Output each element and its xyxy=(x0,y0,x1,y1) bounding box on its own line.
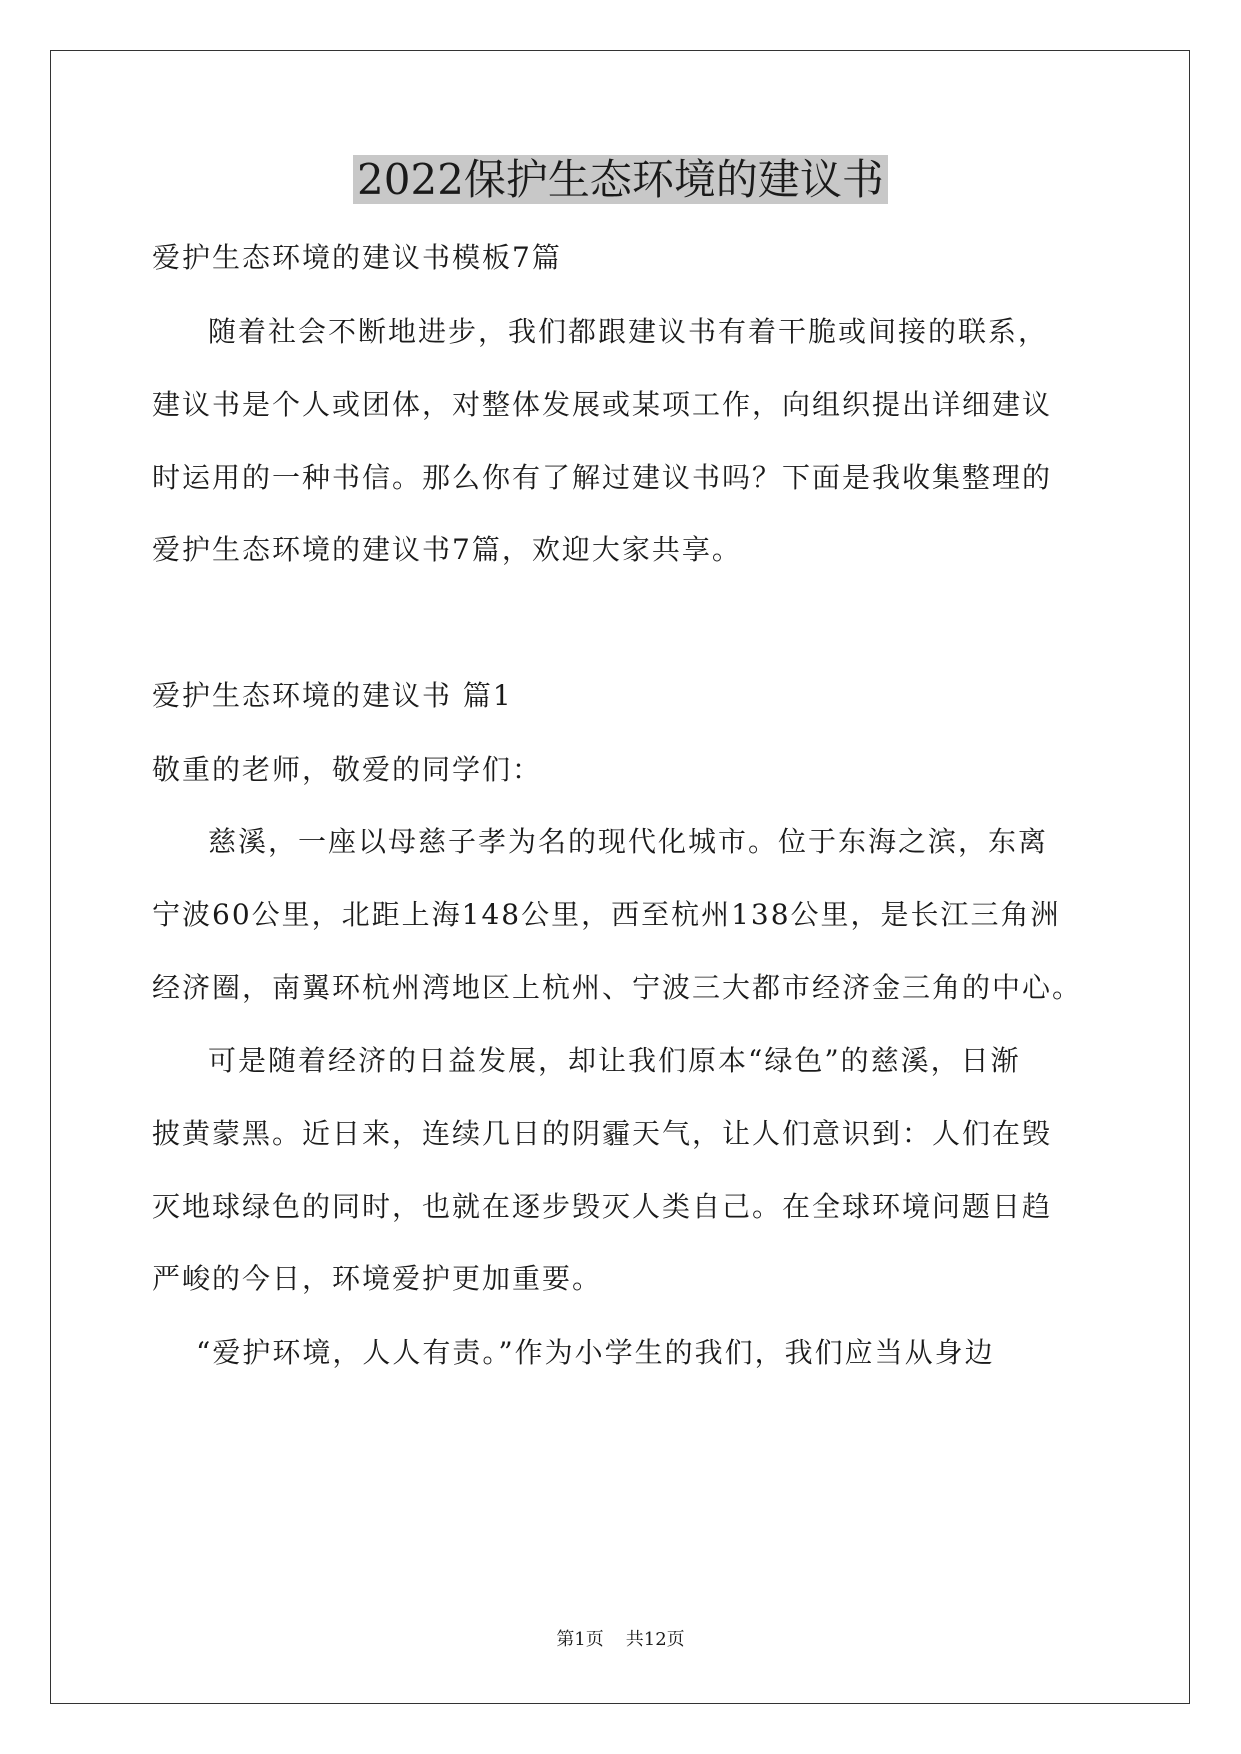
page-number: 第1页 xyxy=(556,1629,604,1650)
document-subtitle: 爱护生态环境的建议书模板7篇 xyxy=(152,241,562,274)
intro-line-1: 随着社会不断地进步，我们都跟建议书有着干脆或间接的联系， xyxy=(208,315,1049,348)
section-heading: 爱护生态环境的建议书 篇1 xyxy=(152,679,513,712)
para1-line-3: 经济圈，南翼环杭州湾地区上杭州、宁波三大都市经济金三角的中心。 xyxy=(152,971,1083,1004)
para3-line-1: “爱护环境，人人有责。”作为小学生的我们，我们应当从身边 xyxy=(196,1336,995,1369)
page-footer xyxy=(0,1628,1241,1652)
page-total: 共12页 xyxy=(625,1629,685,1650)
para2-line-4: 严峻的今日，环境爱护更加重要。 xyxy=(152,1262,603,1295)
intro-line-3: 时运用的一种书信。那么你有了解过建议书吗？下面是我收集整理的 xyxy=(152,461,1053,494)
para2-line-2: 披黄蒙黑。近日来，连续几日的阴霾天气，让人们意识到：人们在毁 xyxy=(152,1117,1053,1150)
para2-line-3: 灭地球绿色的同时，也就在逐步毁灭人类自己。在全球环境问题日趋 xyxy=(152,1190,1053,1223)
salutation: 敬重的老师，敬爱的同学们： xyxy=(152,753,543,786)
page-border xyxy=(50,50,1190,1704)
intro-line-2: 建议书是个人或团体，对整体发展或某项工作，向组织提出详细建议 xyxy=(152,388,1053,421)
document-title-text: 2022保护生态环境的建议书 xyxy=(353,155,888,204)
intro-line-4: 爱护生态环境的建议书7篇，欢迎大家共享。 xyxy=(152,533,742,566)
document-title xyxy=(0,150,1241,210)
para2-line-1: 可是随着经济的日益发展，却让我们原本“绿色”的慈溪，日渐 xyxy=(208,1044,1021,1077)
para1-line-1: 慈溪，一座以母慈子孝为名的现代化城市。位于东海之滨，东离 xyxy=(208,825,1049,858)
para1-line-2: 宁波60公里，北距上海148公里，西至杭州138公里，是长江三角洲 xyxy=(152,898,1061,931)
